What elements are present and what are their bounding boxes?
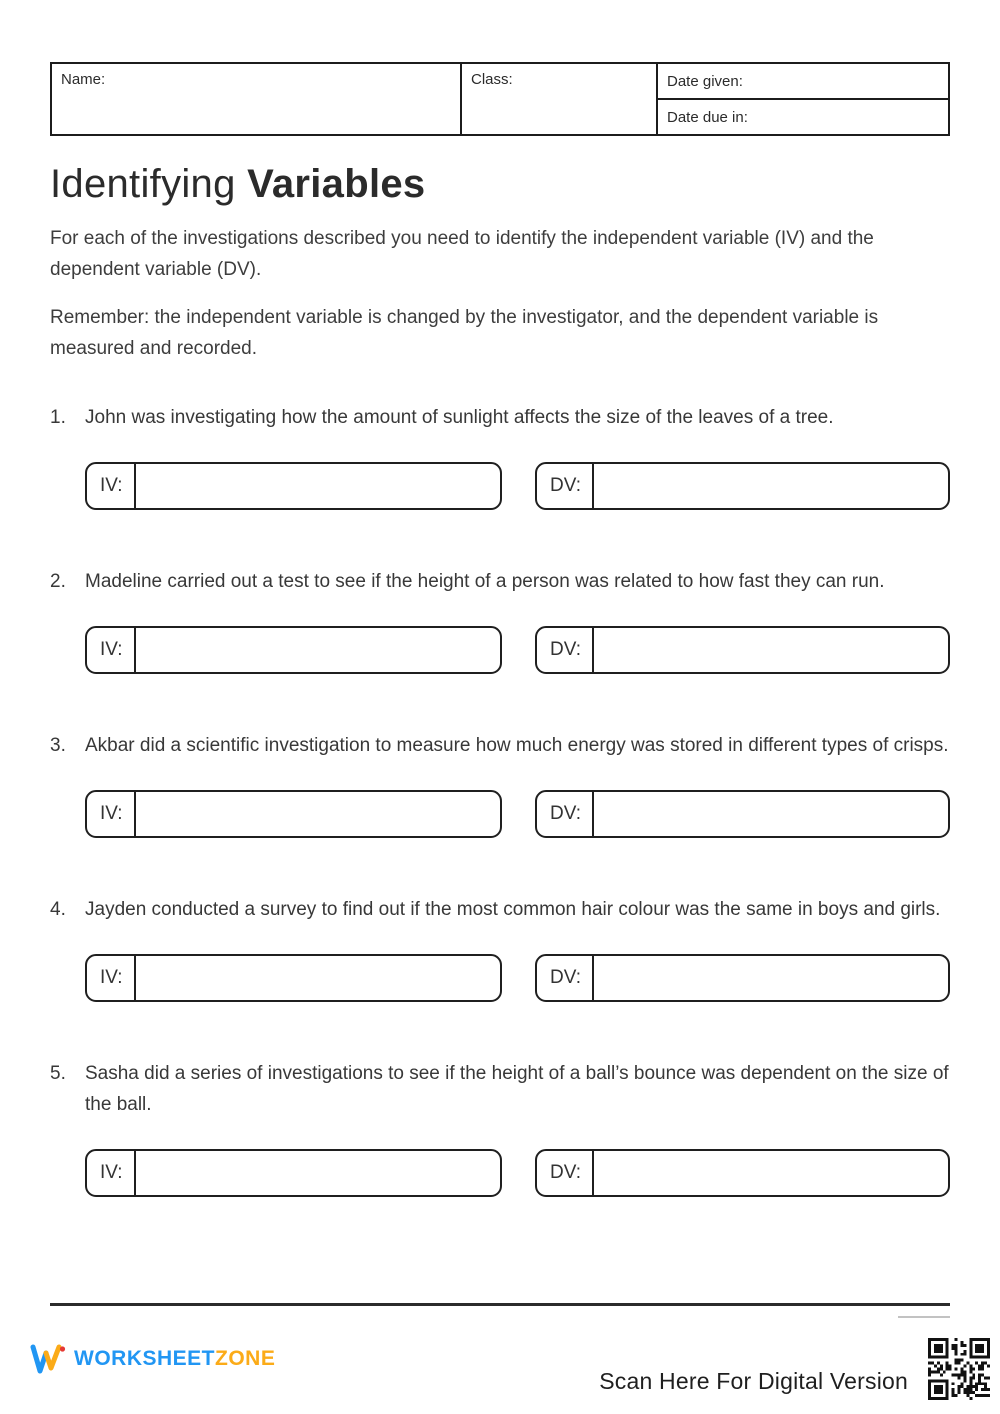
- footer-divider: [50, 1303, 950, 1306]
- iv-input[interactable]: [136, 792, 500, 836]
- iv-answer-box: [85, 790, 502, 838]
- iv-label: IV:: [87, 464, 136, 508]
- intro-paragraph-2: Remember: the independent variable is changed by the investigator, and the dependent variable is measured and recorded.: [50, 307, 879, 359]
- dv-answer-box: [535, 462, 950, 510]
- iv-answer-box: [85, 954, 502, 1002]
- iv-input[interactable]: [136, 628, 500, 672]
- question-number: 2.: [50, 571, 66, 592]
- dv-input[interactable]: [594, 1151, 948, 1195]
- question-2: [50, 566, 950, 674]
- class-field[interactable]: [460, 64, 656, 134]
- question-5: [50, 1058, 950, 1197]
- answer-row: [50, 954, 950, 1002]
- question-4: [50, 894, 950, 1002]
- footer-accent-line: [898, 1316, 950, 1318]
- worksheetzone-w-icon: [30, 1344, 66, 1374]
- date-due-field[interactable]: [658, 98, 948, 134]
- iv-input[interactable]: [136, 956, 500, 1000]
- date-due-label: Date due in:: [667, 108, 748, 126]
- question-number: 3.: [50, 735, 66, 756]
- question-text: Madeline carried out a test to see if the height of a person was related to how fast they can run.: [85, 571, 885, 592]
- page-title-light: Identifying: [50, 162, 236, 206]
- brand-name: [74, 1347, 275, 1371]
- dv-input[interactable]: [594, 956, 948, 1000]
- question-list: [50, 402, 950, 1197]
- name-field[interactable]: [52, 64, 460, 134]
- dv-answer-box: [535, 626, 950, 674]
- dv-input[interactable]: [594, 792, 948, 836]
- dv-label: DV:: [537, 956, 594, 1000]
- class-label: Class:: [471, 71, 513, 88]
- dv-answer-box: [535, 790, 950, 838]
- date-given-label: Date given:: [667, 72, 743, 90]
- answer-row: [50, 1149, 950, 1197]
- answer-row: [50, 626, 950, 674]
- qr-code: [928, 1338, 990, 1400]
- question-number: 5.: [50, 1063, 66, 1084]
- scan-here-text: Scan Here For Digital Version: [599, 1368, 908, 1394]
- brand-logo: [30, 1344, 275, 1374]
- answer-row: [50, 790, 950, 838]
- iv-label: IV:: [87, 628, 136, 672]
- question-number: 1.: [50, 407, 66, 428]
- dv-label: DV:: [537, 628, 594, 672]
- dv-label: DV:: [537, 792, 594, 836]
- iv-answer-box: [85, 1149, 502, 1197]
- intro-paragraph-1: For each of the investigations described you need to identify the independent variable (IV) and the dependent variable (DV).: [50, 228, 874, 280]
- question-1: [50, 402, 950, 510]
- dv-label: DV:: [537, 464, 594, 508]
- iv-input[interactable]: [136, 464, 500, 508]
- question-text: Akbar did a scientific investigation to measure how much energy was stored in different types of crisps.: [85, 735, 949, 756]
- question-3: [50, 730, 950, 838]
- page-title-bold: Variables: [247, 162, 426, 206]
- date-given-field[interactable]: [658, 64, 948, 98]
- page-title: [50, 162, 950, 207]
- iv-label: IV:: [87, 956, 136, 1000]
- iv-label: IV:: [87, 792, 136, 836]
- name-label: Name:: [61, 71, 106, 88]
- iv-input[interactable]: [136, 1151, 500, 1195]
- question-text: Sasha did a series of investigations to see if the height of a ball’s bounce was dependent on the size of the ball.: [85, 1063, 949, 1115]
- answer-row: [50, 462, 950, 510]
- iv-answer-box: [85, 626, 502, 674]
- date-fields: [656, 64, 948, 134]
- dv-input[interactable]: [594, 628, 948, 672]
- brand-name-worksheet: WORKSHEET: [74, 1347, 215, 1370]
- iv-label: IV:: [87, 1151, 136, 1195]
- dv-label: DV:: [537, 1151, 594, 1195]
- brand-name-zone: ZONE: [215, 1347, 276, 1370]
- question-text: Jayden conducted a survey to find out if the most common hair colour was the same in boys and girls.: [85, 899, 941, 920]
- question-number: 4.: [50, 899, 66, 920]
- dv-input[interactable]: [594, 464, 948, 508]
- iv-answer-box: [85, 462, 502, 510]
- dv-answer-box: [535, 1149, 950, 1197]
- header-table: [50, 62, 950, 136]
- dv-answer-box: [535, 954, 950, 1002]
- question-text: John was investigating how the amount of sunlight affects the size of the leaves of a tree.: [85, 407, 834, 428]
